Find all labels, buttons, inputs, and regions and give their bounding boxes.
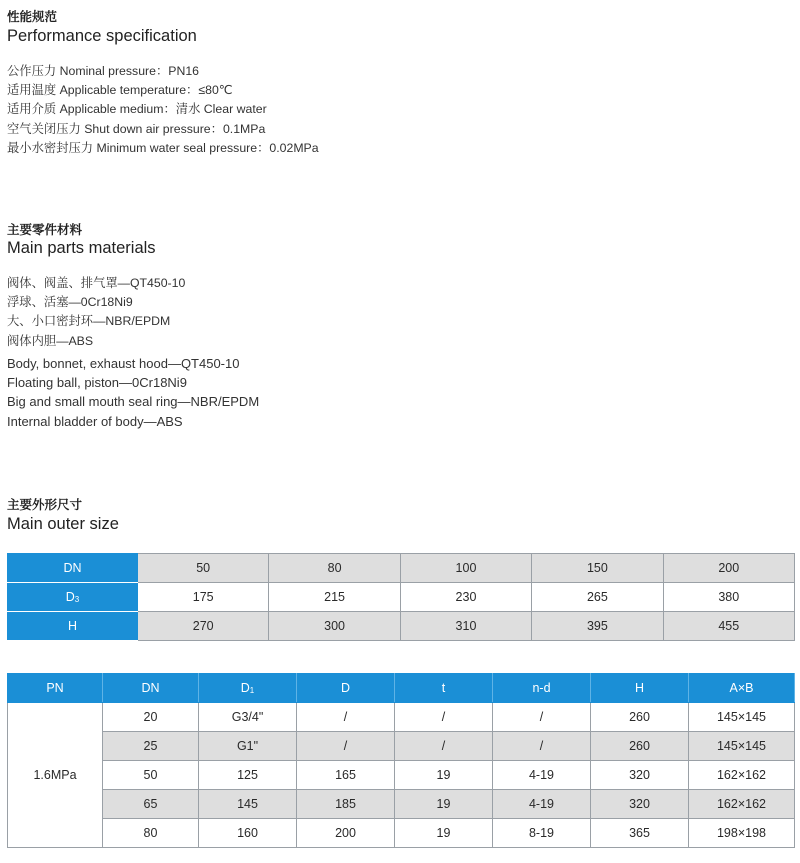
table-cell: 395 — [532, 612, 663, 641]
table-cell: 230 — [400, 583, 531, 612]
performance-list — [7, 62, 319, 158]
performance-title-en: Performance specification — [7, 27, 197, 45]
performance-title-zh: 性能规范 — [7, 10, 58, 24]
table-row — [8, 732, 795, 761]
header-pn: PN — [8, 674, 103, 703]
table-cell: 320 — [591, 761, 689, 790]
table-cell: 300 — [269, 612, 400, 641]
table-cell: 455 — [663, 612, 794, 641]
table-cell: / — [297, 703, 395, 732]
table-cell: 185 — [297, 790, 395, 819]
row-label-text: D — [65, 590, 75, 604]
materials-title-zh: 主要零件材料 — [7, 223, 83, 237]
table-row — [8, 612, 795, 641]
table-cell: 320 — [591, 790, 689, 819]
row-label-d3 — [8, 583, 138, 612]
table-cell: 198×198 — [689, 819, 795, 848]
header-d1-text: D — [240, 681, 250, 695]
table-cell: 8-19 — [493, 819, 591, 848]
table-cell: 175 — [138, 583, 269, 612]
spec-line: 空气关闭压力 Shut down air pressure：0.1MPa — [7, 121, 266, 136]
outer-size-title-zh: 主要外形尺寸 — [7, 498, 83, 512]
table-cell: 50 — [103, 761, 199, 790]
table-cell: 25 — [103, 732, 199, 761]
table-cell: 310 — [400, 612, 531, 641]
material-line: 阀体、阀盖、排气罩—QT450-10 — [7, 276, 186, 290]
table-row — [8, 761, 795, 790]
spec-line: 适用温度 Applicable temperature：≤80℃ — [7, 83, 233, 98]
table-row — [8, 790, 795, 819]
table-cell: 50 — [138, 554, 269, 583]
pn-cell: 1.6MPa — [8, 703, 103, 848]
table-cell: 4-19 — [493, 761, 591, 790]
table-row — [8, 554, 795, 583]
table-cell: 160 — [199, 819, 297, 848]
spec-line: 最小水密封压力 Minimum water seal pressure：0.02MPa — [7, 140, 319, 155]
table-row — [8, 703, 795, 732]
spec-line: 适用介质 Applicable medium：清水 Clear water — [7, 102, 267, 117]
row-label-dn: DN — [8, 554, 138, 583]
table-cell: / — [493, 703, 591, 732]
table-cell: G1" — [199, 732, 297, 761]
table-cell: 145×145 — [689, 703, 795, 732]
table-cell: 270 — [138, 612, 269, 641]
table-cell: 100 — [400, 554, 531, 583]
flange-dimensions-table — [7, 673, 795, 848]
table-cell: 260 — [591, 703, 689, 732]
material-line: Internal bladder of body—ABS — [7, 413, 183, 429]
table-cell: 19 — [395, 819, 493, 848]
materials-list-en — [7, 354, 259, 431]
table-cell: 162×162 — [689, 790, 795, 819]
table-cell: / — [297, 732, 395, 761]
table-cell: 20 — [103, 703, 199, 732]
header-dn: DN — [103, 674, 199, 703]
table-row — [8, 819, 795, 848]
table-cell: / — [493, 732, 591, 761]
table-cell: 380 — [663, 583, 794, 612]
table-header-row — [8, 674, 795, 703]
table-cell: 4-19 — [493, 790, 591, 819]
table-cell: 215 — [269, 583, 400, 612]
table-cell: 162×162 — [689, 761, 795, 790]
header-n-d: n-d — [493, 674, 591, 703]
material-line: 阀体内胆—ABS — [7, 333, 94, 348]
table-cell: 265 — [532, 583, 663, 612]
table-cell: G3/4" — [199, 703, 297, 732]
header-d: D — [297, 674, 395, 703]
table-cell: 125 — [199, 761, 297, 790]
materials-title-en: Main parts materials — [7, 239, 156, 257]
table-row — [8, 583, 795, 612]
header-h: H — [591, 674, 689, 703]
header-axb: A×B — [689, 674, 795, 703]
table-cell: 19 — [395, 790, 493, 819]
table-cell: 80 — [103, 819, 199, 848]
outer-size-title-en: Main outer size — [7, 515, 119, 533]
table-cell: / — [395, 703, 493, 732]
table-cell: / — [395, 732, 493, 761]
materials-list-zh — [7, 274, 185, 351]
material-line: 大、小口密封环—NBR/EPDM — [7, 314, 171, 329]
table-cell: 200 — [297, 819, 395, 848]
table-cell: 145 — [199, 790, 297, 819]
material-line: Floating ball, piston—0Cr18Ni9 — [7, 375, 187, 391]
spec-line: 公作压力 Nominal pressure：PN16 — [7, 64, 200, 78]
table-cell: 150 — [532, 554, 663, 583]
table-cell: 145×145 — [689, 732, 795, 761]
table-cell: 65 — [103, 790, 199, 819]
row-label-subscript: 3 — [74, 595, 80, 604]
outer-size-table — [7, 553, 795, 641]
table-cell: 365 — [591, 819, 689, 848]
material-line: Big and small mouth seal ring—NBR/EPDM — [7, 394, 260, 410]
table-cell: 80 — [269, 554, 400, 583]
table-cell: 200 — [663, 554, 794, 583]
row-label-h: H — [8, 612, 138, 641]
material-line: 浮球、活塞—0Cr18Ni9 — [7, 295, 133, 310]
material-line: Body, bonnet, exhaust hood—QT450-10 — [7, 356, 240, 371]
table-cell: 260 — [591, 732, 689, 761]
header-t: t — [395, 674, 493, 703]
table-cell: 165 — [297, 761, 395, 790]
header-d1-subscript: 1 — [249, 686, 255, 695]
table-cell: 19 — [395, 761, 493, 790]
header-d1 — [199, 674, 297, 703]
